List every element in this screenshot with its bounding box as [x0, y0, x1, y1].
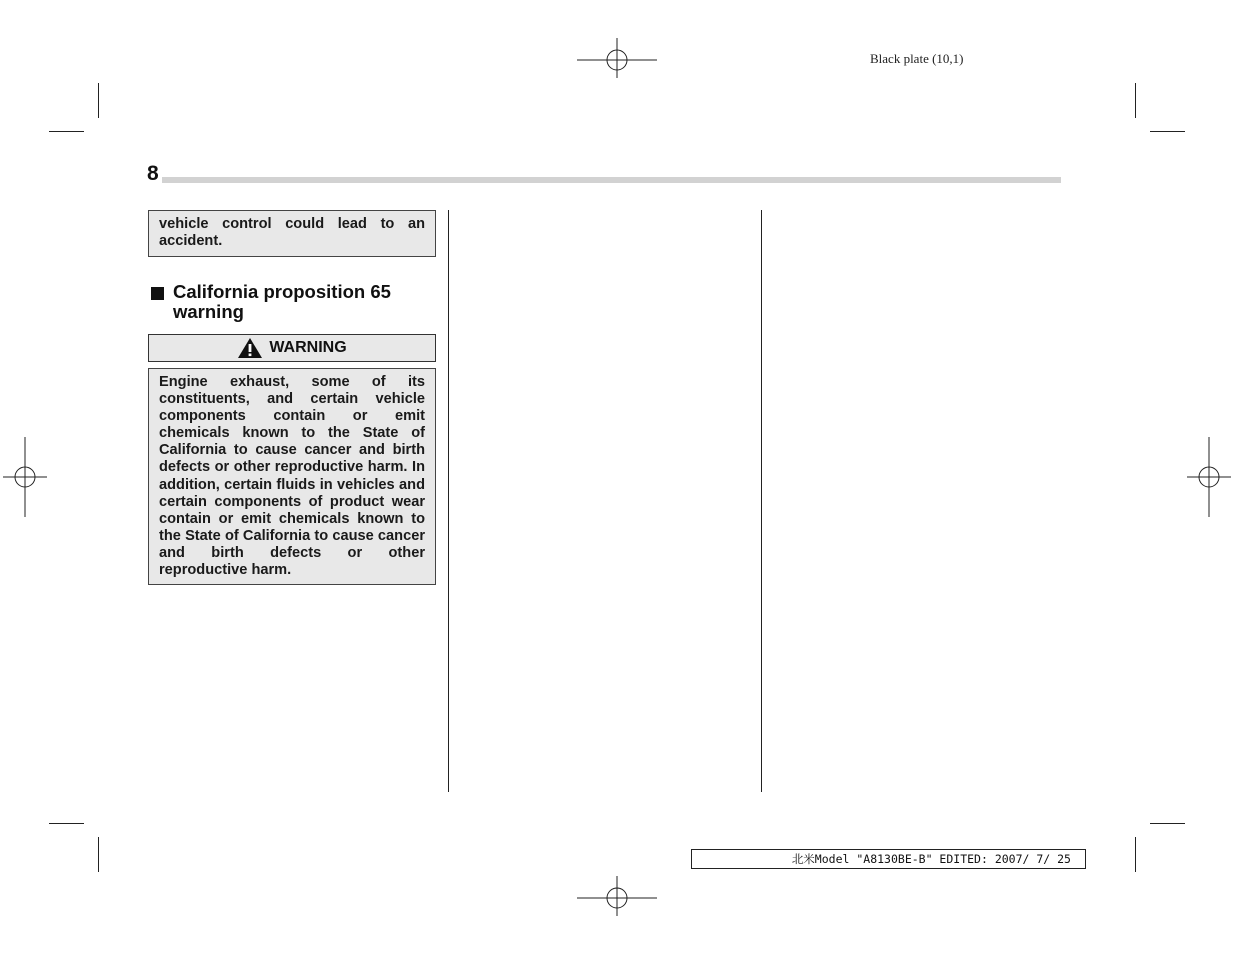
- header-bar: [162, 177, 1061, 183]
- registration-mark-right-icon: [1169, 437, 1235, 517]
- square-bullet-icon: [151, 287, 164, 300]
- crop-mark: [1135, 83, 1136, 118]
- page-number: 8: [147, 162, 159, 185]
- registration-mark-left-icon: [0, 437, 65, 517]
- crop-mark: [1150, 131, 1185, 132]
- continued-warning-box: [148, 210, 436, 257]
- warning-body-box: [148, 368, 436, 585]
- continued-warning-text: vehicle control could lead to an accident.: [159, 216, 425, 250]
- crop-mark: [1135, 837, 1136, 872]
- crop-mark: [49, 131, 84, 132]
- warning-triangle-icon: [237, 337, 263, 359]
- plate-label: Black plate (10,1): [870, 51, 964, 66]
- crop-mark: [98, 83, 99, 118]
- column-divider: [761, 210, 762, 792]
- registration-mark-top-icon: [577, 20, 657, 100]
- warning-header: [148, 334, 436, 362]
- footer-edit-info: 北米Model "A8130BE-B" EDITED: 2007/ 7/ 25: [691, 849, 1086, 869]
- registration-mark-bottom-icon: [577, 858, 657, 938]
- crop-mark: [1150, 823, 1185, 824]
- crop-mark: [98, 837, 99, 872]
- crop-mark: [49, 823, 84, 824]
- warning-body-text: Engine exhaust, some of its constituents, and certain vehicle components contain or emit chemicals known to the State of California to cause cancer and birth defects or other reproductive harm. In addition, certain fluids in vehicles and certain components of product wear contain or emit chemicals known to the State of California to cause cancer and birth defects or other reproductive harm.: [159, 374, 425, 579]
- warning-label: WARNING: [269, 339, 347, 356]
- column-divider: [448, 210, 449, 792]
- section-heading-text: California proposition 65 warning: [173, 281, 391, 322]
